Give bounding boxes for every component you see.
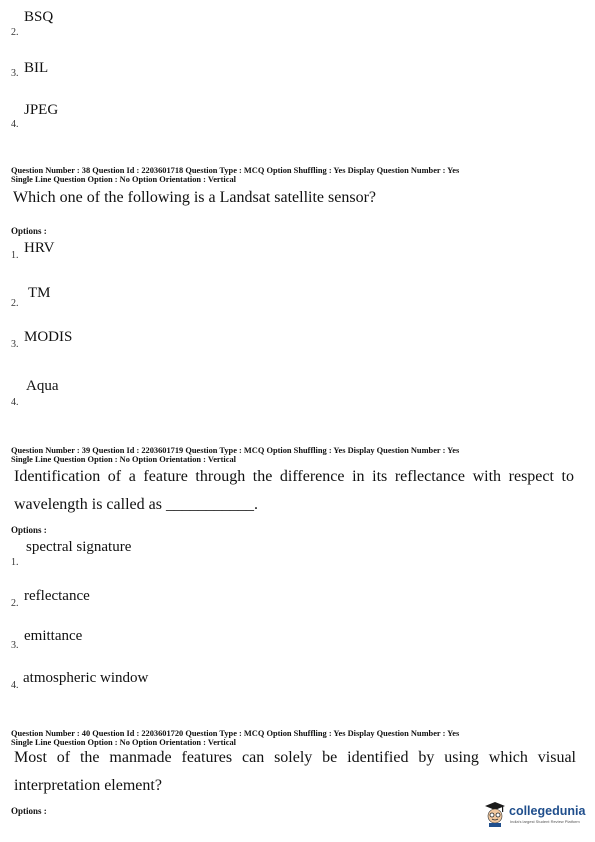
option-text: MODIS bbox=[24, 329, 73, 345]
option-text: emittance bbox=[24, 628, 83, 644]
option-number: 4. bbox=[11, 397, 19, 408]
option-text: BIL bbox=[24, 60, 49, 76]
option-number: 2. bbox=[11, 598, 19, 609]
option-text: JPEG bbox=[24, 102, 59, 118]
brand-tagline: India's largest Student Review Platform bbox=[510, 819, 580, 824]
question-meta bbox=[11, 166, 459, 184]
option-text: BSQ bbox=[24, 9, 54, 25]
option-text: TM bbox=[28, 285, 51, 301]
option-number: 2. bbox=[11, 27, 19, 38]
question-text: Which one of the following is a Landsat satellite sensor? bbox=[13, 189, 377, 206]
question-meta-line: Question Number : 40 Question Id : 2203601720 Question Type : MCQ Option Shuffling : Yes Display Question Number : Yes bbox=[11, 729, 460, 738]
question-meta-line: Question Number : 39 Question Id : 2203601719 Question Type : MCQ Option Shuffling : Yes Display Question Number : Yes bbox=[11, 446, 460, 455]
question-meta-line: Single Line Question Option : No Option Orientation : Vertical bbox=[11, 738, 236, 747]
option-number: 3. bbox=[11, 339, 19, 350]
option-text: spectral signature bbox=[26, 539, 132, 555]
brand-name: collegedunia bbox=[509, 804, 586, 818]
option-text: atmospheric window bbox=[23, 670, 149, 686]
question-meta-line: Single Line Question Option : No Option Orientation : Vertical bbox=[11, 175, 236, 184]
question-meta bbox=[11, 446, 459, 464]
option-number: 3. bbox=[11, 68, 19, 79]
question-meta bbox=[11, 729, 459, 747]
option-number: 1. bbox=[11, 557, 19, 568]
question-text: Identification of a feature through the difference in its reflectance with respect to bbox=[14, 468, 574, 485]
collegedunia-watermark bbox=[480, 799, 590, 829]
option-text: reflectance bbox=[24, 588, 90, 604]
option-text: Aqua bbox=[26, 378, 59, 394]
question-text-continued: interpretation element? bbox=[14, 777, 162, 794]
option-number: 1. bbox=[11, 250, 19, 261]
options-label: Options : bbox=[11, 806, 47, 816]
option-number: 2. bbox=[11, 298, 19, 309]
option-number: 4. bbox=[11, 680, 19, 691]
option-text: HRV bbox=[24, 240, 55, 256]
option-number: 3. bbox=[11, 640, 19, 651]
option-number: 4. bbox=[11, 119, 19, 130]
graduate-mascot-icon bbox=[484, 801, 506, 827]
options-label: Options : bbox=[11, 226, 47, 236]
question-meta-line: Single Line Question Option : No Option Orientation : Vertical bbox=[11, 455, 236, 464]
question-text-continued: wavelength is called as ___________. bbox=[14, 496, 258, 513]
question-meta-line: Question Number : 38 Question Id : 2203601718 Question Type : MCQ Option Shuffling : Yes Display Question Number : Yes bbox=[11, 166, 460, 175]
question-text: Most of the manmade features can solely be identified by using which visual bbox=[14, 749, 576, 766]
options-label: Options : bbox=[11, 525, 47, 535]
